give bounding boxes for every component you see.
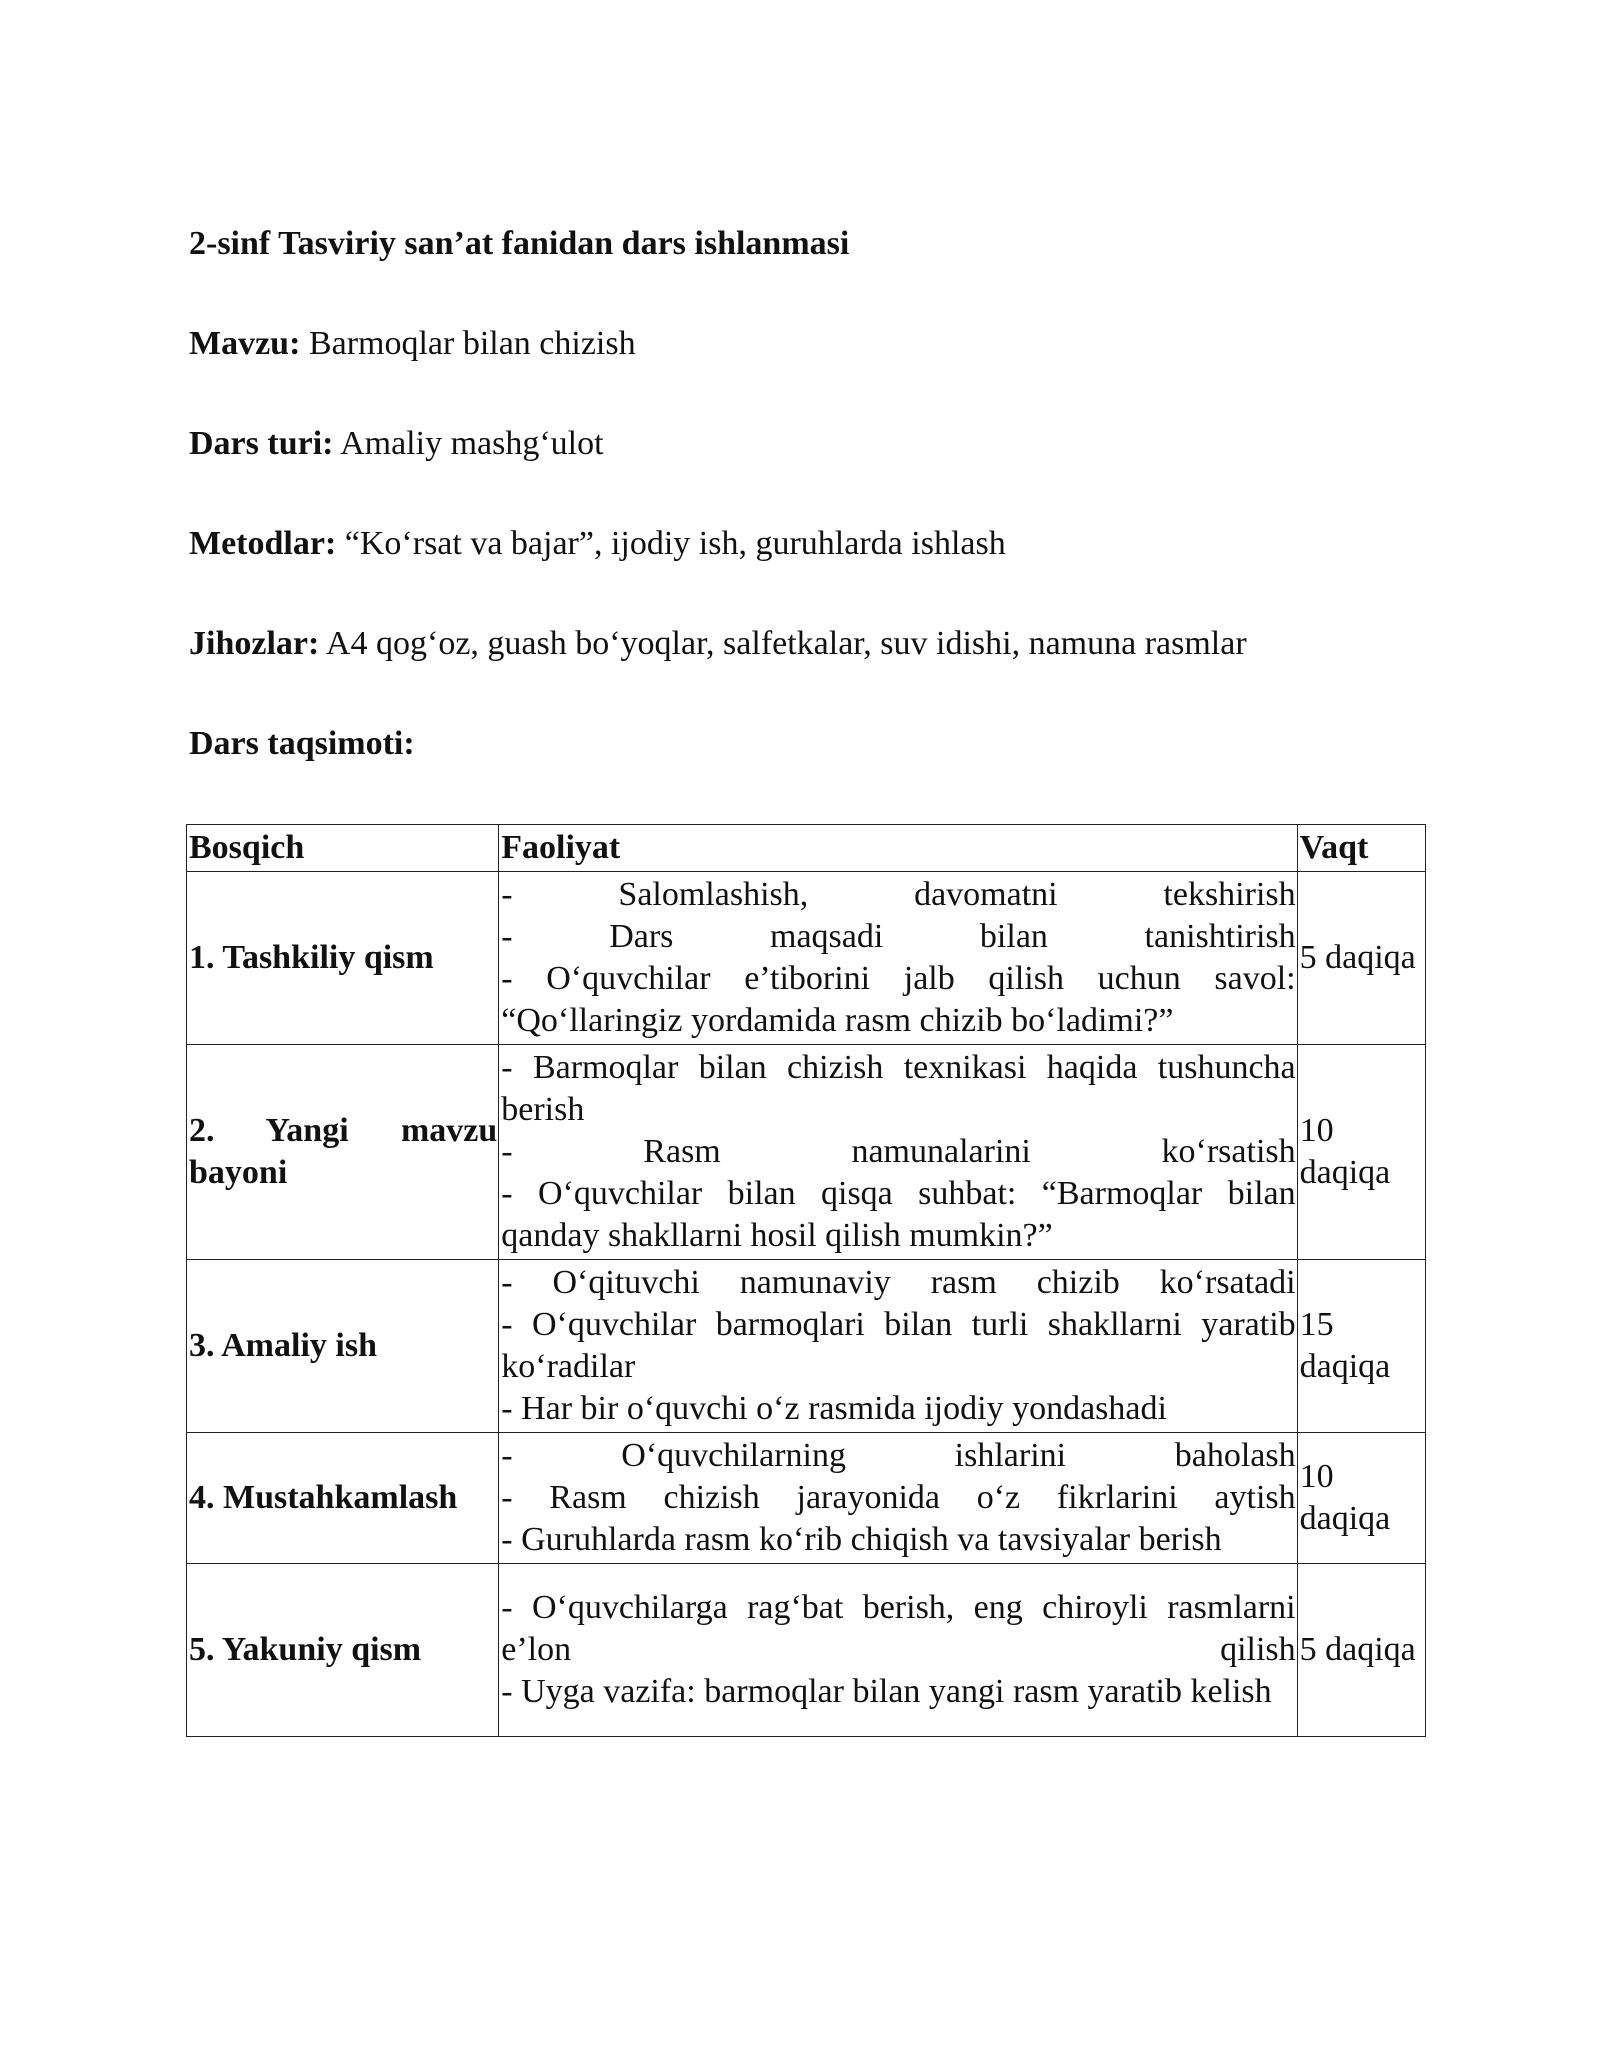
activity-item: - Rasm namunalarini ko‘rsatish — [501, 1133, 1296, 1170]
field-topic-label: Mavzu: — [189, 325, 301, 362]
stage-cell: 2. Yangi mavzu bayoni — [187, 1045, 499, 1260]
stage-cell: 4. Mustahkamlash — [187, 1433, 499, 1564]
activity-item: - Guruhlarda rasm ko‘rib chiqish va tavsiyalar berish — [501, 1521, 1222, 1558]
field-lesson-type-value: Amaliy mashg‘ulot — [333, 425, 604, 462]
table-row — [187, 872, 1426, 1045]
field-lesson-type-label: Dars turi: — [189, 425, 334, 462]
activity-item: - O‘quvchilar bilan qisqa suhbat: “Barmoqlar bilan qanday shakllarni hosil qilish mumkin?” — [501, 1175, 1296, 1254]
activity-item: - Rasm chizish jarayonida o‘z fikrlarini aytish — [501, 1479, 1296, 1516]
table-row — [187, 1045, 1426, 1260]
activity-cell — [499, 1564, 1297, 1737]
field-equipment-value: A4 qog‘oz, guash bo‘yoqlar, salfetkalar, suv idishi, namuna rasmlar — [319, 625, 1247, 662]
activity-item: - Barmoqlar bilan chizish texnikasi haqida tushuncha berish — [501, 1049, 1296, 1128]
activity-item: - O‘quvchilar barmoqlari bilan turli shakllarni yaratib ko‘radilar — [501, 1306, 1296, 1385]
stage-cell: 5. Yakuniy qism — [187, 1564, 499, 1737]
document-title: 2-sinf Tasviriy san’at fanidan dars ishlanmasi — [189, 225, 850, 262]
field-equipment-label: Jihozlar: — [189, 625, 320, 662]
activity-cell — [499, 1260, 1297, 1433]
header-time: Vaqt — [1297, 825, 1425, 872]
lesson-plan-table — [186, 824, 1426, 1737]
field-equipment — [189, 625, 1247, 663]
time-cell: 15 daqiqa — [1297, 1260, 1425, 1433]
table-row — [187, 1433, 1426, 1564]
activity-item: - Dars maqsadi bilan tanishtirish — [501, 918, 1296, 955]
field-topic-value: Barmoqlar bilan chizish — [300, 325, 636, 362]
activity-item: - O‘quvchilarning ishlarini baholash — [501, 1437, 1296, 1474]
field-methods-label: Metodlar: — [189, 525, 337, 562]
header-activity: Faoliyat — [499, 825, 1297, 872]
stage-cell: 3. Amaliy ish — [187, 1260, 499, 1433]
table-row — [187, 1260, 1426, 1433]
field-methods — [189, 525, 1006, 563]
field-topic — [189, 325, 636, 363]
activity-item: - O‘quvchilarga rag‘bat berish, eng chiroyli rasmlarni e’lon qilish — [501, 1589, 1296, 1668]
activity-cell — [499, 1045, 1297, 1260]
table-row — [187, 1564, 1426, 1737]
time-cell: 10 daqiqa — [1297, 1045, 1425, 1260]
field-lesson-type — [189, 425, 604, 463]
activity-item: - O‘quvchilar e’tiborini jalb qilish uchun savol: “Qo‘llaringiz yordamida rasm chizib bo‘ladimi?” — [501, 960, 1296, 1039]
time-cell: 5 daqiqa — [1297, 872, 1425, 1045]
activity-cell — [499, 872, 1297, 1045]
activity-item: - Har bir o‘quvchi o‘z rasmida ijodiy yondashadi — [501, 1390, 1167, 1427]
header-stage: Bosqich — [187, 825, 499, 872]
field-methods-value: “Ko‘rsat va bajar”, ijodiy ish, guruhlarda ishlash — [336, 525, 1006, 562]
activity-item: - Uyga vazifa: barmoqlar bilan yangi rasm yaratib kelish — [501, 1673, 1272, 1710]
time-cell: 10 daqiqa — [1297, 1433, 1425, 1564]
time-cell: 5 daqiqa — [1297, 1564, 1425, 1737]
activity-item: - Salomlashish, davomatni tekshirish — [501, 876, 1296, 913]
lesson-plan-heading: Dars taqsimoti: — [189, 725, 415, 762]
activity-cell — [499, 1433, 1297, 1564]
activity-item: - O‘qituvchi namunaviy rasm chizib ko‘rsatadi — [501, 1264, 1296, 1301]
table-header-row — [187, 825, 1426, 872]
stage-cell: 1. Tashkiliy qism — [187, 872, 499, 1045]
